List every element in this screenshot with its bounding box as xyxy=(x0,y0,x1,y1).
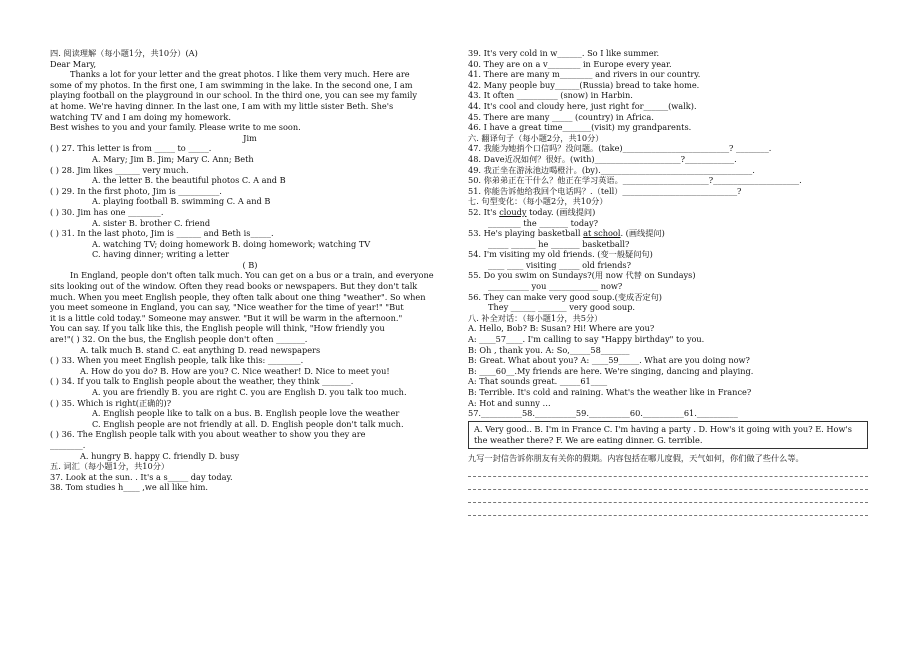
passage-line: sits looking out of the window. Often they read books or newspapers. But they don't talk xyxy=(50,281,418,292)
dialog-choices-box: A. Very good.. B. I'm in France C. I'm having a party . D. How's it going with you? E. How's the weather there? F. We are eating dinner. G. terrible. xyxy=(468,421,868,449)
dialog-line: A: ____57____. I'm calling to say "Happy birthday" to you. xyxy=(468,334,705,345)
section-8-title: 八. 补全对话：（每小题1分，共5分） xyxy=(468,312,603,323)
vocab-39: 39. It's very cold in w______. So I like summer. xyxy=(468,48,660,58)
question-30: ( ) 30. Jim has one ________. xyxy=(50,206,164,217)
translate-51: 51. 你能告诉他给我回个电话吗？.（tell）____________________________? xyxy=(468,185,742,196)
letter-greeting: Dear Mary, xyxy=(50,58,97,69)
letter-signature: Jim xyxy=(243,132,257,143)
question-36-blank: ________. xyxy=(50,439,86,450)
options-31: A. watching TV; doing homework B. doing homework; watching TV xyxy=(92,238,371,249)
transform-55: 55. Do you swim on Sundays?(用 now 代替 on Sundays) xyxy=(468,270,696,281)
passage-line: much. When you meet English people, they often talk about one thing "weather". So when xyxy=(50,291,426,302)
passage-line: you meet someone in England, you can say, "Nice weather for the time of year!" "But xyxy=(50,302,404,313)
question-32: are!"( ) 32. On the bus, the English people don't often _______. xyxy=(50,334,308,345)
dialog-line: B: Great. What about you? A: ____59_____. What are you doing now? xyxy=(468,355,750,366)
dialog-line: B: ____60__.My friends are here. We're singing, dancing and playing. xyxy=(468,365,754,376)
transform-52-answer: ________ the _______ today? xyxy=(488,217,598,228)
question-27: ( ) 27. This letter is from _____ to _____. xyxy=(50,143,212,154)
transform-53 xyxy=(468,228,868,239)
vocab-44: 44. It's cool and cloudy here, just right for______(walk). xyxy=(468,100,697,111)
letter-line: some of my photos. In the first one, I am swimming in the lake. In the second one, I am xyxy=(50,79,413,90)
section-5-title: 五. 词汇（每小题1分，共10分） xyxy=(50,461,170,472)
translate-47: 47. 我能为她捎个口信吗？没问题。(take)__________________________? ________. xyxy=(468,143,772,154)
writing-line xyxy=(468,508,868,516)
options-28: A. the letter B. the beautiful photos C. A and B xyxy=(92,175,286,186)
passage-line: it is a little cold today." Someone may answer. "But it will be warm in the afternoon." xyxy=(50,312,403,323)
question-29: ( ) 29. In the first photo, Jim is __________. xyxy=(50,185,222,196)
q53-text: 53. He's playing basketball xyxy=(468,228,584,239)
options-31: C. having dinner; writing a letter xyxy=(92,249,230,260)
left-column xyxy=(50,48,450,493)
dialog-line: B: Terrible. It's cold and raining. What's the weather like in France? xyxy=(468,387,752,397)
section-7-title: 七. 句型变化：（每小题2分，共10分） xyxy=(468,196,608,207)
vocab-38: 38. Tom studies h____ ,we all like him. xyxy=(50,482,208,493)
dialog-line: B: Oh , thank you. A: So,_____58_______ xyxy=(468,344,630,355)
transform-56-answer: They ______ _______ very good soup. xyxy=(488,302,636,313)
letter-closing: Best wishes to you and your family. Please write to me soon. xyxy=(50,122,301,133)
writing-line xyxy=(468,495,868,503)
transform-54: 54. I'm visiting my old friends. (变一般疑问句) xyxy=(468,249,653,260)
transform-54-answer: ____ ____ visiting _____ old friends? xyxy=(488,259,632,270)
transform-56: 56. They can make very good soup.(变成否定句) xyxy=(468,291,662,302)
options-30: A. sister B. brother C. friend xyxy=(92,217,211,228)
letter-line: Thanks a lot for your letter and the great photos. I like them very much. Here are xyxy=(70,69,410,80)
vocab-37: 37. Look at the sun. . It's a s_____ day today. xyxy=(50,471,233,482)
dialog-line: A: That sounds great. _____61____ xyxy=(468,376,608,387)
question-28: ( ) 28. Jim likes ______ very much. xyxy=(50,164,189,175)
question-33: ( ) 33. When you meet English people, talk like this: ________. xyxy=(50,355,304,366)
q52-text: 52. It's xyxy=(468,206,500,217)
options-35: A. English people like to talk on a bus. B. English people love the weather xyxy=(92,408,400,419)
right-column xyxy=(468,48,868,516)
translate-48: 48. Dave近况如何？很好。(with)_____________________?____________. xyxy=(468,153,737,164)
transform-55-answer: __________ you ____________ now? xyxy=(488,281,623,292)
letter-line: playing football on the playground in our school. In the third one, you can see my family xyxy=(50,90,417,101)
vocab-42: 42. Many people buy______(Russia) bread to take home. xyxy=(468,79,700,90)
dialog-line: A. Hello, Bob? B: Susan? Hi! Where are you? xyxy=(468,323,655,334)
question-36: ( ) 36. The English people talk with you about weather to show you they are xyxy=(50,429,366,440)
transform-53-answer: _____ ______ he _______ basketball? xyxy=(488,238,630,249)
passage-line: In England, people don't often talk much. You can get on a bus or a train, and everyone xyxy=(70,270,434,281)
question-35: ( ) 35. Which is right(正确的)? xyxy=(50,397,172,408)
writing-line xyxy=(468,469,868,477)
vocab-43: 43. It often __________ (snow) in Harbin. xyxy=(468,90,633,101)
section-9-title: 九写一封信告诉你朋友有关你的假期。内容包括在哪儿度假，天气如何，你们做了些什么等。 xyxy=(468,452,804,463)
q52-instruction: today. (画线提问) xyxy=(526,206,596,217)
section-4-title: 四. 阅读理解（每小题1分，共10分）(A) xyxy=(50,48,198,58)
part-b-heading: ( B) xyxy=(242,259,258,270)
options-29: A. playing football B. swimming C. A and B xyxy=(92,196,271,207)
vocab-41: 41. There are many m________ and rivers in our country. xyxy=(468,69,701,80)
letter-line: watching TV and I am doing my homework. xyxy=(50,111,231,122)
options-32: A. talk much B. stand C. eat anything D. read newspapers xyxy=(80,344,321,355)
options-36: A. hungry B. happy C. friendly D. busy xyxy=(80,450,240,461)
dialog-line: A: Hot and sunny … xyxy=(468,397,551,408)
q52-underlined: cloudy xyxy=(499,206,527,217)
options-34: A. you are friendly B. you are right C. you are English D. you talk too much. xyxy=(92,387,407,397)
passage-line: You can say. If you talk like this, the English people will think, "How friendly you xyxy=(50,323,385,334)
question-31: ( ) 31. In the last photo, Jim is ______ and Beth is_____. xyxy=(50,228,274,239)
options-35: C. English people are not friendly at all. D. English people don't talk much. xyxy=(92,418,404,429)
translate-49: 49. 我正坐在游泳池边喝橙汁。(by)._____________________________________. xyxy=(468,164,755,175)
question-34: ( ) 34. If you talk to English people about the weather, they think _______. xyxy=(50,376,354,387)
section-6-title: 六. 翻译句子（每小题2分，共10分） xyxy=(468,132,604,143)
q53-underlined: at school xyxy=(583,228,621,239)
translate-50: 50. 你弟弟正在干什么？他正在学习英语。_____________________?_____________________. xyxy=(468,175,802,186)
letter-line: at home. We're having dinner. In the last one, I am with my little sister Beth. She's xyxy=(50,100,394,111)
writing-line xyxy=(468,482,868,490)
q53-instruction: . (画线提问) xyxy=(620,228,665,239)
transform-52 xyxy=(468,207,868,218)
dialog-answer-blanks: 57.__________58.__________59.__________60.__________61.__________ xyxy=(468,408,738,419)
vocab-40: 40. They are on a v________ in Europe every year. xyxy=(468,58,672,69)
options-27: A. Mary; Jim B. Jim; Mary C. Ann; Beth xyxy=(92,153,254,164)
vocab-45: 45. There are many _____ (country) in Africa. xyxy=(468,111,654,122)
options-33: A. How do you do? B. How are you? C. Nice weather! D. Nice to meet you! xyxy=(80,365,390,376)
vocab-46: 46. I have a great time_______(visit) my grandparents. xyxy=(468,122,692,133)
